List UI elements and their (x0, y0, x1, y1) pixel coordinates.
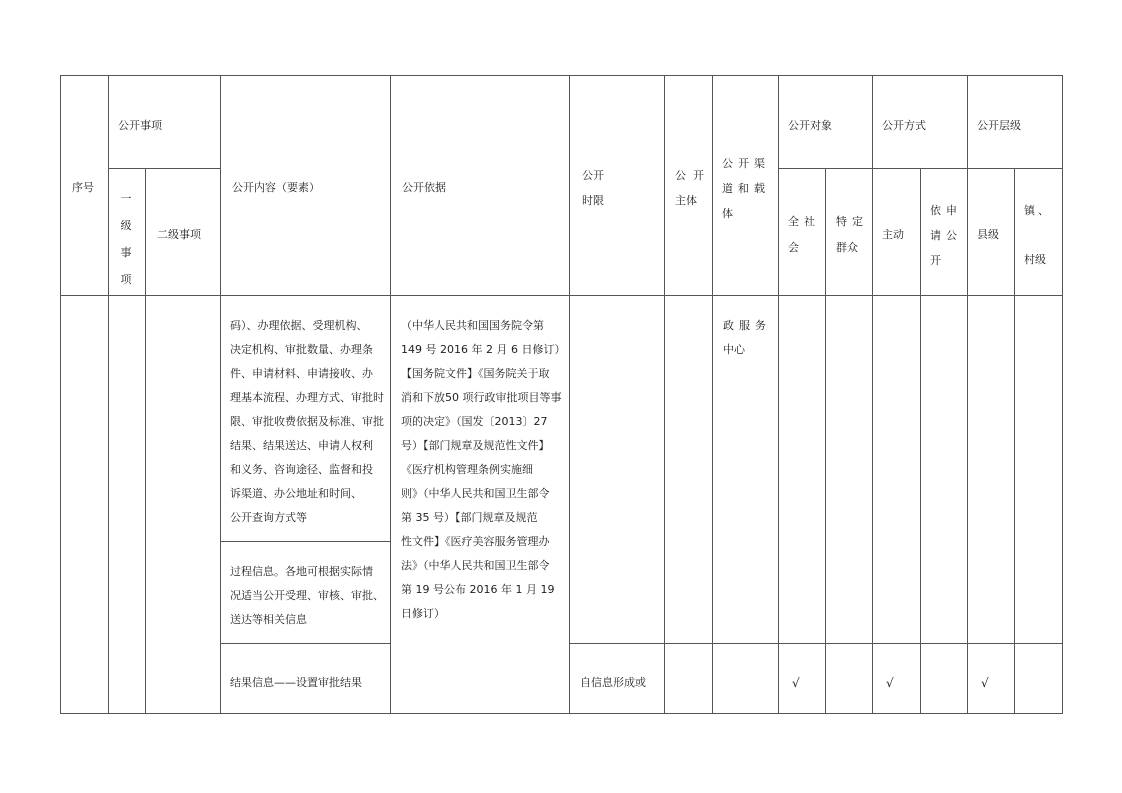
basis-line: 【国务院文件】《国务院关于取 (401, 367, 550, 380)
header-bottom-line (60, 295, 1063, 296)
basis-line: 项的决定》（国发〔2013〕27 (401, 415, 548, 428)
col-line-1 (108, 75, 109, 714)
header-basis: 公开依据 (402, 181, 446, 194)
header-level-town-line2: 村级 (1024, 253, 1046, 266)
content-block-3: 结果信息——设置审批结果 (230, 676, 362, 689)
col-line-11 (920, 168, 921, 714)
basis-line: （中华人民共和国国务院令第 (401, 319, 544, 332)
basis-line: 则》（中华人民共和国卫生部令 (401, 487, 550, 500)
col-line-2 (145, 168, 146, 714)
content-line: 诉渠道、办公地址和时间、 (230, 487, 362, 500)
content-line: 过程信息。各地可根据实际情 (230, 565, 373, 578)
row-split-line-right (569, 643, 1063, 644)
col-line-5 (569, 75, 570, 714)
header-obj-all-line2: 会 (788, 241, 799, 254)
basis-text (401, 314, 569, 626)
header-level-county: 县级 (977, 228, 999, 241)
channel-text (723, 314, 778, 362)
header-method-apply-line1: 依申 (930, 204, 962, 217)
col-line-9 (825, 168, 826, 714)
col-line-3 (220, 75, 221, 714)
header-subject-line2: 主体 (675, 194, 697, 207)
content-line: 和义务、咨询途径、监督和投 (230, 463, 373, 476)
header-obj-specific-line2: 群众 (836, 241, 858, 254)
col-line-13 (1014, 168, 1015, 714)
header-method-group: 公开方式 (882, 119, 926, 132)
content-line: 件、申请材料、申请接收、办 (230, 367, 373, 380)
check-level-county: √ (981, 676, 989, 690)
header-time-limit-line2: 时限 (582, 194, 604, 207)
header-object-group: 公开对象 (788, 119, 832, 132)
col-line-10 (872, 75, 873, 714)
col-line-14 (1062, 75, 1063, 714)
basis-line: 法》（中华人民共和国卫生部令 (401, 559, 550, 572)
header-seq: 序号 (72, 181, 94, 194)
header-channel-line2: 道和载 (722, 182, 770, 195)
header-method-apply-line3: 开 (930, 254, 941, 267)
table-border-bottom (60, 713, 1063, 714)
col-line-0 (60, 75, 61, 714)
header-level-group: 公开层级 (977, 119, 1021, 132)
content-block-1 (230, 314, 390, 530)
header-subject-line1: 公开 (675, 169, 711, 182)
row-split-line (220, 643, 390, 644)
basis-line: 日修订） (401, 607, 445, 620)
channel-line: 中心 (723, 343, 745, 356)
table-border-top (60, 75, 1063, 76)
channel-line: 政服务 (723, 319, 771, 332)
col-line-8 (778, 75, 779, 714)
header-level2: 二级事项 (157, 228, 201, 241)
col-line-6 (664, 75, 665, 714)
content-line: 码）、办理依据、受理机构、 (230, 319, 368, 332)
header-subrow-line-left (108, 168, 220, 169)
basis-line: 149 号 2016 年 2 月 6 日修订） (401, 343, 566, 356)
header-channel-line1: 公开渠 (722, 157, 770, 170)
col-line-12 (967, 75, 968, 714)
basis-line: 《医疗机构管理条例实施细 (401, 463, 533, 476)
header-obj-all-line1: 全社 (788, 215, 820, 228)
header-method-apply-line2: 请公 (930, 229, 962, 242)
content-line: 限、审批收费依据及标准、审批 (230, 415, 384, 428)
basis-line: 第 35 号）【部门规章及规范 (401, 511, 538, 524)
content-line: 送达等相关信息 (230, 613, 307, 626)
time-limit-row3: 自信息形成或 (580, 676, 646, 689)
header-channel-line3: 体 (722, 207, 733, 220)
content-line: 公开查询方式等 (230, 511, 307, 524)
content-block-2 (230, 560, 390, 632)
header-matter-group: 公开事项 (118, 119, 162, 132)
content-line: 况适当公开受理、审核、审批、 (230, 589, 384, 602)
header-time-limit-line1: 公开 (582, 169, 604, 182)
basis-line: 性文件】《医疗美容服务管理办 (401, 535, 550, 548)
content-line: 决定机构、审批数量、办理条 (230, 343, 373, 356)
basis-line: 号）【部门规章及规范性文件】 (401, 439, 550, 452)
content-line: 理基本流程、办理方式、审批时 (230, 391, 384, 404)
col-line-4 (390, 75, 391, 714)
header-content: 公开内容（要素） (232, 181, 320, 194)
basis-line: 消和下放50 项行政审批项目等事 (401, 391, 562, 404)
header-method-active: 主动 (882, 228, 904, 241)
check-all-society: √ (792, 676, 800, 690)
check-method-active: √ (886, 676, 894, 690)
content-split-line-1 (220, 541, 390, 542)
content-line: 结果、结果送达、申请人权利 (230, 439, 373, 452)
header-level1: 一级事项 (120, 192, 132, 286)
header-level-town-line1: 镇、 (1024, 204, 1052, 217)
basis-line: 第 19 号公布 2016 年 1 月 19 (401, 583, 555, 596)
header-obj-specific-line1: 特定 (836, 215, 868, 228)
col-line-7 (712, 75, 713, 714)
